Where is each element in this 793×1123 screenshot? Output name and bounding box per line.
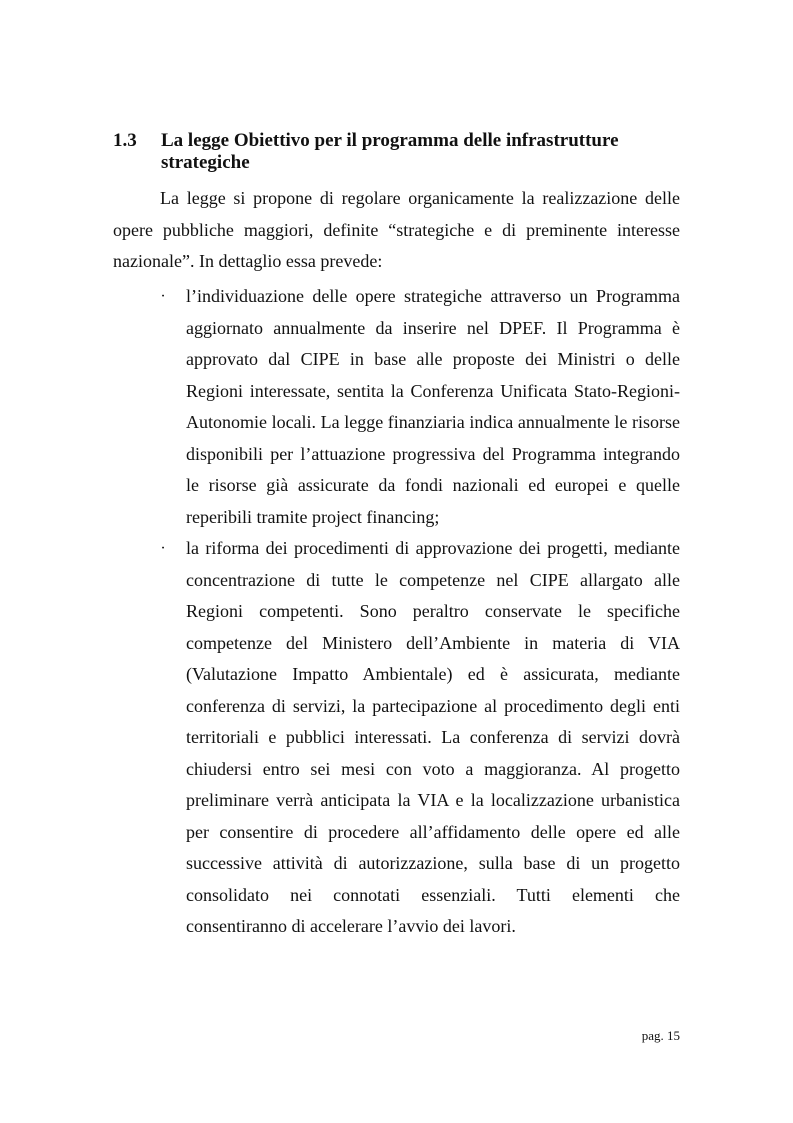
section-heading [113,130,693,174]
page-number: pag. 15 [641,1028,680,1043]
section-title: La legge Obiettivo per il programma delle infrastrutture strategiche [161,130,619,173]
bullet-marker: · [160,540,166,557]
bullet-marker: · [160,288,166,305]
section-number: 1.3 [113,130,137,151]
bullet-item [160,533,680,943]
bullet-list [160,281,680,943]
bullet-text: l’individuazione delle opere strategiche attraverso un Programma aggiornato annualmente da inserire nel DPEF. Il Programma è approvato dal CIPE in base alle proposte dei Ministri o delle Regioni interessate, sentita la Conferenza Unificata Stato-Regioni-Autonomie locali. La legge finanziaria indica annualmente le risorse disponibili per l’attuazione progressiva del Programma integrando le risorse già assicurate da fondi nazionali ed europei e quelle reperibili tramite project financing; [186,286,680,527]
bullet-item [160,281,680,533]
bullet-text: la riforma dei procedimenti di approvazione dei progetti, mediante concentrazione di tutte le competenze nel CIPE allargato alle Regioni competenti. Sono peraltro conservate le specifiche competenze del Ministero dell’Ambiente in materia di VIA (Valutazione Impatto Ambientale) ed è assicurata, mediante conferenza di servizi, la partecipazione al procedimento degli enti territoriali e pubblici interessati. La conferenza di servizi dovrà chiudersi entro sei mesi con voto a maggioranza. Al progetto preliminare verrà anticipata la VIA e la localizzazione urbanistica per consentire di procedere all’affidamento delle opere ed alle successive attività di autorizzazione, sulla base di un progetto consolidato nei connotati essenziali. Tutti elementi che consentiranno di accelerare l’avvio dei lavori. [186,538,680,936]
intro-paragraph: La legge si propone di regolare organicamente la realizzazione delle opere pubbliche maggiori, definite “strategiche e di preminente interesse nazionale”. In dettaglio essa prevede: [113,188,680,271]
